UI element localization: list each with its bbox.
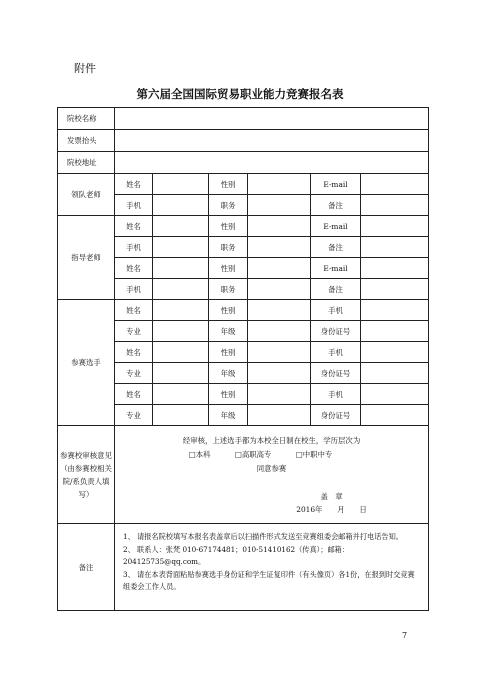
c2-name-label: 姓名 bbox=[115, 342, 153, 363]
c1-id-label: 身份证号 bbox=[311, 321, 361, 342]
note-3: 3、 请在本表背面粘贴参赛选手身份证和学生证复印件（有头像页）各1份，在报到时交竞赛组委会工作人员。 bbox=[123, 569, 415, 591]
c1-gender-label: 性别 bbox=[209, 300, 248, 321]
guide1-email-value[interactable] bbox=[361, 216, 429, 237]
c3-gender-value[interactable] bbox=[248, 384, 311, 405]
guide1-gender-value[interactable] bbox=[248, 216, 311, 237]
c3-mobile-value[interactable] bbox=[361, 384, 429, 405]
review-opinion-label: 参赛校审核意见（由参赛校相关院/系负责人填写） bbox=[58, 426, 115, 524]
lead-mobile-value[interactable] bbox=[153, 195, 209, 216]
c1-grade-label: 年级 bbox=[209, 321, 248, 342]
c2-gender-label: 性别 bbox=[209, 342, 248, 363]
c1-grade-value[interactable] bbox=[248, 321, 311, 342]
school-address-value[interactable] bbox=[115, 152, 429, 174]
row-school-name bbox=[58, 108, 429, 130]
invoice-title-label: 发票抬头 bbox=[58, 130, 115, 152]
invoice-title-value[interactable] bbox=[115, 130, 429, 152]
guide2-name-label: 姓名 bbox=[115, 258, 153, 279]
review-date: 2016年 月 日 bbox=[296, 504, 367, 514]
notes-label: 备注 bbox=[58, 524, 115, 611]
c1-major-label: 专业 bbox=[115, 321, 153, 342]
guide2-email-label: E-mail bbox=[311, 258, 361, 279]
c3-gender-label: 性别 bbox=[209, 384, 248, 405]
c2-grade-value[interactable] bbox=[248, 363, 311, 384]
notes-area bbox=[115, 524, 429, 611]
guide2-email-value[interactable] bbox=[361, 258, 429, 279]
guide2-mobile-label: 手机 bbox=[115, 279, 153, 300]
guide2-gender-label: 性别 bbox=[209, 258, 248, 279]
review-opinion-area[interactable] bbox=[115, 426, 429, 524]
c3-major-label: 专业 bbox=[115, 405, 153, 426]
c2-major-value[interactable] bbox=[153, 363, 209, 384]
c3-name-value[interactable] bbox=[153, 384, 209, 405]
c1-mobile-label: 手机 bbox=[311, 300, 361, 321]
c3-grade-value[interactable] bbox=[248, 405, 311, 426]
lead-remarks-label: 备注 bbox=[311, 195, 361, 216]
guide1-position-label: 职务 bbox=[209, 237, 248, 258]
lead-position-value[interactable] bbox=[248, 195, 311, 216]
c2-id-label: 身份证号 bbox=[311, 363, 361, 384]
guide1-mobile-label: 手机 bbox=[115, 237, 153, 258]
guide2-gender-value[interactable] bbox=[248, 258, 311, 279]
lead-name-value[interactable] bbox=[153, 174, 209, 195]
lead-teacher-label: 领队老师 bbox=[58, 174, 115, 216]
c2-gender-value[interactable] bbox=[248, 342, 311, 363]
page-title: 第六届全国国际贸易职业能力竞赛报名表 bbox=[136, 87, 344, 101]
c1-gender-value[interactable] bbox=[248, 300, 311, 321]
c3-major-value[interactable] bbox=[153, 405, 209, 426]
guide2-remarks-value[interactable] bbox=[361, 279, 429, 300]
guide1-remarks-label: 备注 bbox=[311, 237, 361, 258]
note-2: 2、 联系人：张梵 010-67174481；010-51410162（传真）；邮箱：204125735@qq.com。 bbox=[123, 544, 350, 566]
c2-mobile-label: 手机 bbox=[311, 342, 361, 363]
c2-id-value[interactable] bbox=[361, 363, 429, 384]
guide2-remarks-label: 备注 bbox=[311, 279, 361, 300]
review-statement: 经审核，上述选手都为本校全日制在校生，学历层次为 bbox=[182, 435, 361, 445]
school-address-label: 院校地址 bbox=[58, 152, 115, 174]
c3-id-label: 身份证号 bbox=[311, 405, 361, 426]
row-school-address bbox=[58, 152, 429, 174]
lead-mobile-label: 手机 bbox=[115, 195, 153, 216]
c2-mobile-value[interactable] bbox=[361, 342, 429, 363]
c2-grade-label: 年级 bbox=[209, 363, 248, 384]
c1-name-value[interactable] bbox=[153, 300, 209, 321]
note-1: 1、 请报名院校填写本报名表盖章后以扫描件形式发送至竞赛组委会邮箱并打电话告知。 bbox=[123, 532, 403, 541]
c1-id-value[interactable] bbox=[361, 321, 429, 342]
attachment-label: 附件 bbox=[74, 62, 96, 75]
c3-mobile-label: 手机 bbox=[311, 384, 361, 405]
school-name-value[interactable] bbox=[115, 108, 429, 130]
guide1-email-label: E-mail bbox=[311, 216, 361, 237]
lead-email-value[interactable] bbox=[361, 174, 429, 195]
seal-text: 盖 章 bbox=[320, 491, 343, 501]
c3-id-value[interactable] bbox=[361, 405, 429, 426]
c2-major-label: 专业 bbox=[115, 363, 153, 384]
option-secondary-vocational[interactable]: □中职中专 bbox=[295, 449, 333, 459]
lead-name-label: 姓名 bbox=[115, 174, 153, 195]
guide1-position-value[interactable] bbox=[248, 237, 311, 258]
guide2-position-label: 职务 bbox=[209, 279, 248, 300]
c3-grade-label: 年级 bbox=[209, 405, 248, 426]
c1-name-label: 姓名 bbox=[115, 300, 153, 321]
c1-major-value[interactable] bbox=[153, 321, 209, 342]
lead-email-label: E-mail bbox=[311, 174, 361, 195]
guide1-gender-label: 性别 bbox=[209, 216, 248, 237]
contestants-label: 参赛选手 bbox=[58, 300, 115, 426]
option-undergraduate[interactable]: □本科 bbox=[188, 449, 211, 459]
guide1-name-value[interactable] bbox=[153, 216, 209, 237]
option-vocational-college[interactable]: □高职高专 bbox=[234, 449, 272, 459]
lead-position-label: 职务 bbox=[209, 195, 248, 216]
agree-text: 同意参赛 bbox=[256, 463, 287, 473]
guide-teacher-label: 指导老师 bbox=[58, 216, 115, 300]
guide1-remarks-value[interactable] bbox=[361, 237, 429, 258]
c2-name-value[interactable] bbox=[153, 342, 209, 363]
c3-name-label: 姓名 bbox=[115, 384, 153, 405]
registration-form bbox=[57, 107, 429, 611]
guide1-mobile-value[interactable] bbox=[153, 237, 209, 258]
guide1-name-label: 姓名 bbox=[115, 216, 153, 237]
guide2-position-value[interactable] bbox=[248, 279, 311, 300]
lead-remarks-value[interactable] bbox=[361, 195, 429, 216]
school-name-label: 院校名称 bbox=[58, 108, 115, 130]
lead-gender-value[interactable] bbox=[248, 174, 311, 195]
education-level-options bbox=[115, 448, 428, 462]
page-number: 7 bbox=[402, 631, 408, 640]
c1-mobile-value[interactable] bbox=[361, 300, 429, 321]
guide2-mobile-value[interactable] bbox=[153, 279, 209, 300]
row-invoice-title bbox=[58, 130, 429, 152]
lead-gender-label: 性别 bbox=[209, 174, 248, 195]
guide2-name-value[interactable] bbox=[153, 258, 209, 279]
